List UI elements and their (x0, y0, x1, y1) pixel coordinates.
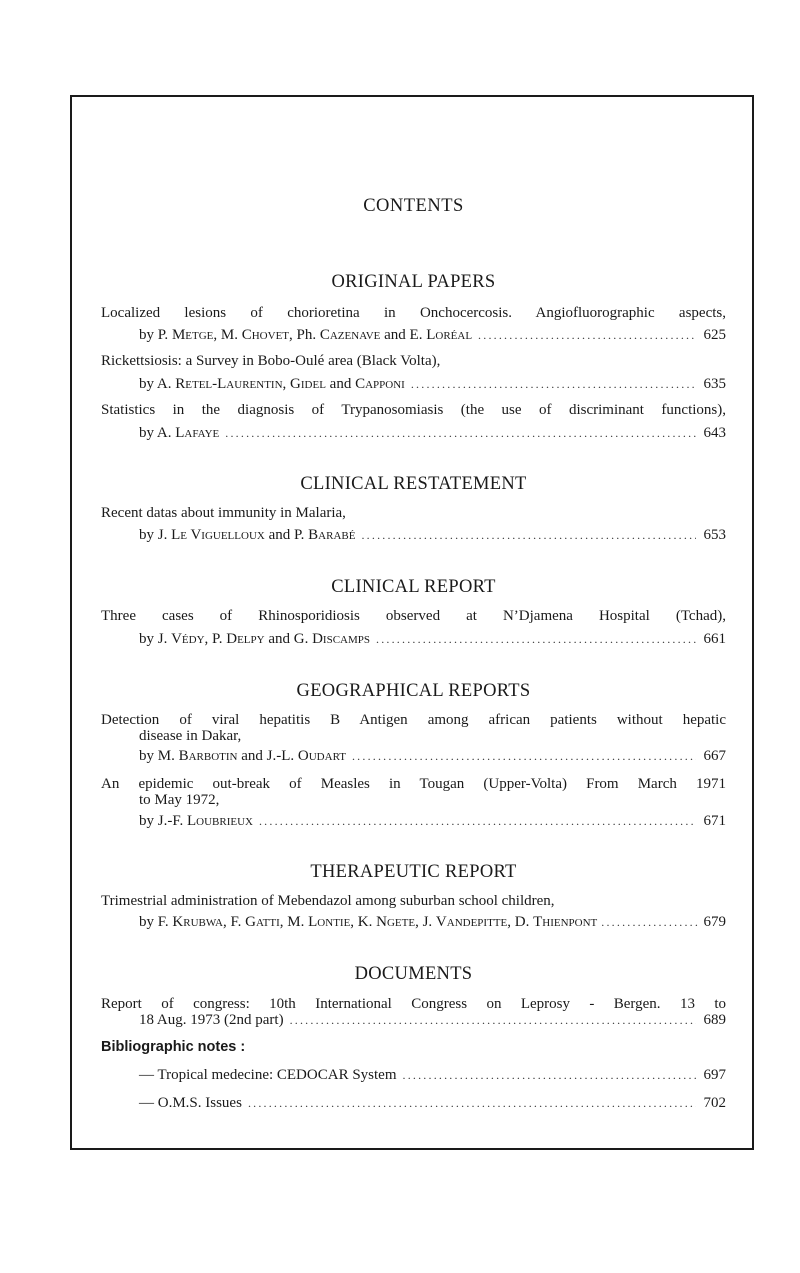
page-number: 697 (703, 1067, 726, 1083)
author-list: by J. Le Viguelloux and P. Barabé (139, 527, 356, 543)
author-list: by A. Lafaye (139, 425, 220, 441)
bibliographic-item (139, 1067, 726, 1083)
author-list: by M. Barbotin and J.-L. Oudart (139, 748, 346, 764)
author-list: by A. Retel-Laurentin, Gidel and Capponi (139, 376, 405, 392)
section-geographical-reports: GEOGRAPHICAL REPORTS (296, 681, 531, 701)
page-number: 635 (703, 376, 726, 392)
dot-leader (601, 914, 698, 930)
entry-authors (139, 914, 726, 930)
dot-leader (403, 1067, 697, 1083)
page-number: 625 (703, 327, 726, 343)
entry-authors (139, 813, 726, 829)
entry-title-continued: disease in Dakar, (139, 728, 242, 744)
entry-authors (139, 748, 726, 764)
entry-authors (139, 376, 726, 392)
page-number: 661 (703, 631, 726, 647)
section-therapeutic-report: THERAPEUTIC REPORT (310, 862, 517, 882)
section-documents: DOCUMENTS (354, 964, 473, 984)
entry-title: Localized lesions of chorioretina in Onchocercosis. Angiofluorographic aspects, (101, 305, 726, 321)
dot-leader (376, 631, 696, 647)
section-clinical-restatement: CLINICAL RESTATEMENT (300, 474, 527, 494)
entry-title-continued: 18 Aug. 1973 (2nd part) (139, 1012, 284, 1028)
dot-leader (361, 527, 696, 543)
author-list: by J. Védy, P. Delpy and G. Discamps (139, 631, 370, 647)
dot-leader (290, 1012, 696, 1028)
page-number: 679 (703, 914, 726, 930)
page-number: 653 (703, 527, 726, 543)
bibliographic-item-title: — Tropical medecine: CEDOCAR System (139, 1067, 397, 1083)
entry-title: An epidemic out-break of Measles in Tougan (Upper-Volta) From March 1971 (101, 776, 726, 792)
entry-title: Report of congress: 10th International Congress on Leprosy - Bergen. 13 to (101, 996, 726, 1012)
bibliographic-item (139, 1095, 726, 1111)
entry-authors (139, 1012, 726, 1028)
entry-authors (139, 527, 726, 543)
entry-authors (139, 327, 726, 343)
entry-title: Statistics in the diagnosis of Trypanosomiasis (the use of discriminant functions), (101, 402, 726, 418)
dot-leader (478, 327, 696, 343)
entry-title: Trimestrial administration of Mebendazol among suburban school children, (101, 893, 555, 909)
entry-authors (139, 425, 726, 441)
section-original-papers: ORIGINAL PAPERS (331, 272, 496, 292)
entry-title: Three cases of Rhinosporidiosis observed at N’Djamena Hospital (Tchad), (101, 608, 726, 624)
dot-leader (259, 813, 696, 829)
entry-title: Recent datas about immunity in Malaria, (101, 505, 346, 521)
entry-title-continued: to May 1972, (139, 792, 220, 808)
author-list: by P. Metge, M. Chovet, Ph. Cazenave and E. Loréal (139, 327, 473, 343)
page-number: 671 (703, 813, 726, 829)
bibliographic-notes-label: Bibliographic notes : (101, 1039, 246, 1055)
entry-title: Rickettsiosis: a Survey in Bobo-Oulé area (Black Volta), (101, 353, 441, 369)
bibliographic-item-title: — O.M.S. Issues (139, 1095, 242, 1111)
dot-leader (248, 1095, 696, 1111)
dot-leader (225, 425, 696, 441)
dot-leader (352, 748, 696, 764)
section-clinical-report: CLINICAL REPORT (331, 577, 496, 597)
page-number: 643 (703, 425, 726, 441)
page-number: 702 (703, 1095, 726, 1111)
author-list: by J.-F. Loubrieux (139, 813, 253, 829)
entry-title: Detection of viral hepatitis B Antigen among african patients without hepatic (101, 712, 726, 728)
dot-leader (411, 376, 696, 392)
page-number: 689 (703, 1012, 726, 1028)
page-number: 667 (703, 748, 726, 764)
author-list: by F. Krubwa, F. Gatti, M. Lontie, K. Ngete, J. Vandepitte, D. Thienpont (139, 914, 598, 930)
entry-authors (139, 631, 726, 647)
contents-title: CONTENTS (363, 196, 464, 216)
